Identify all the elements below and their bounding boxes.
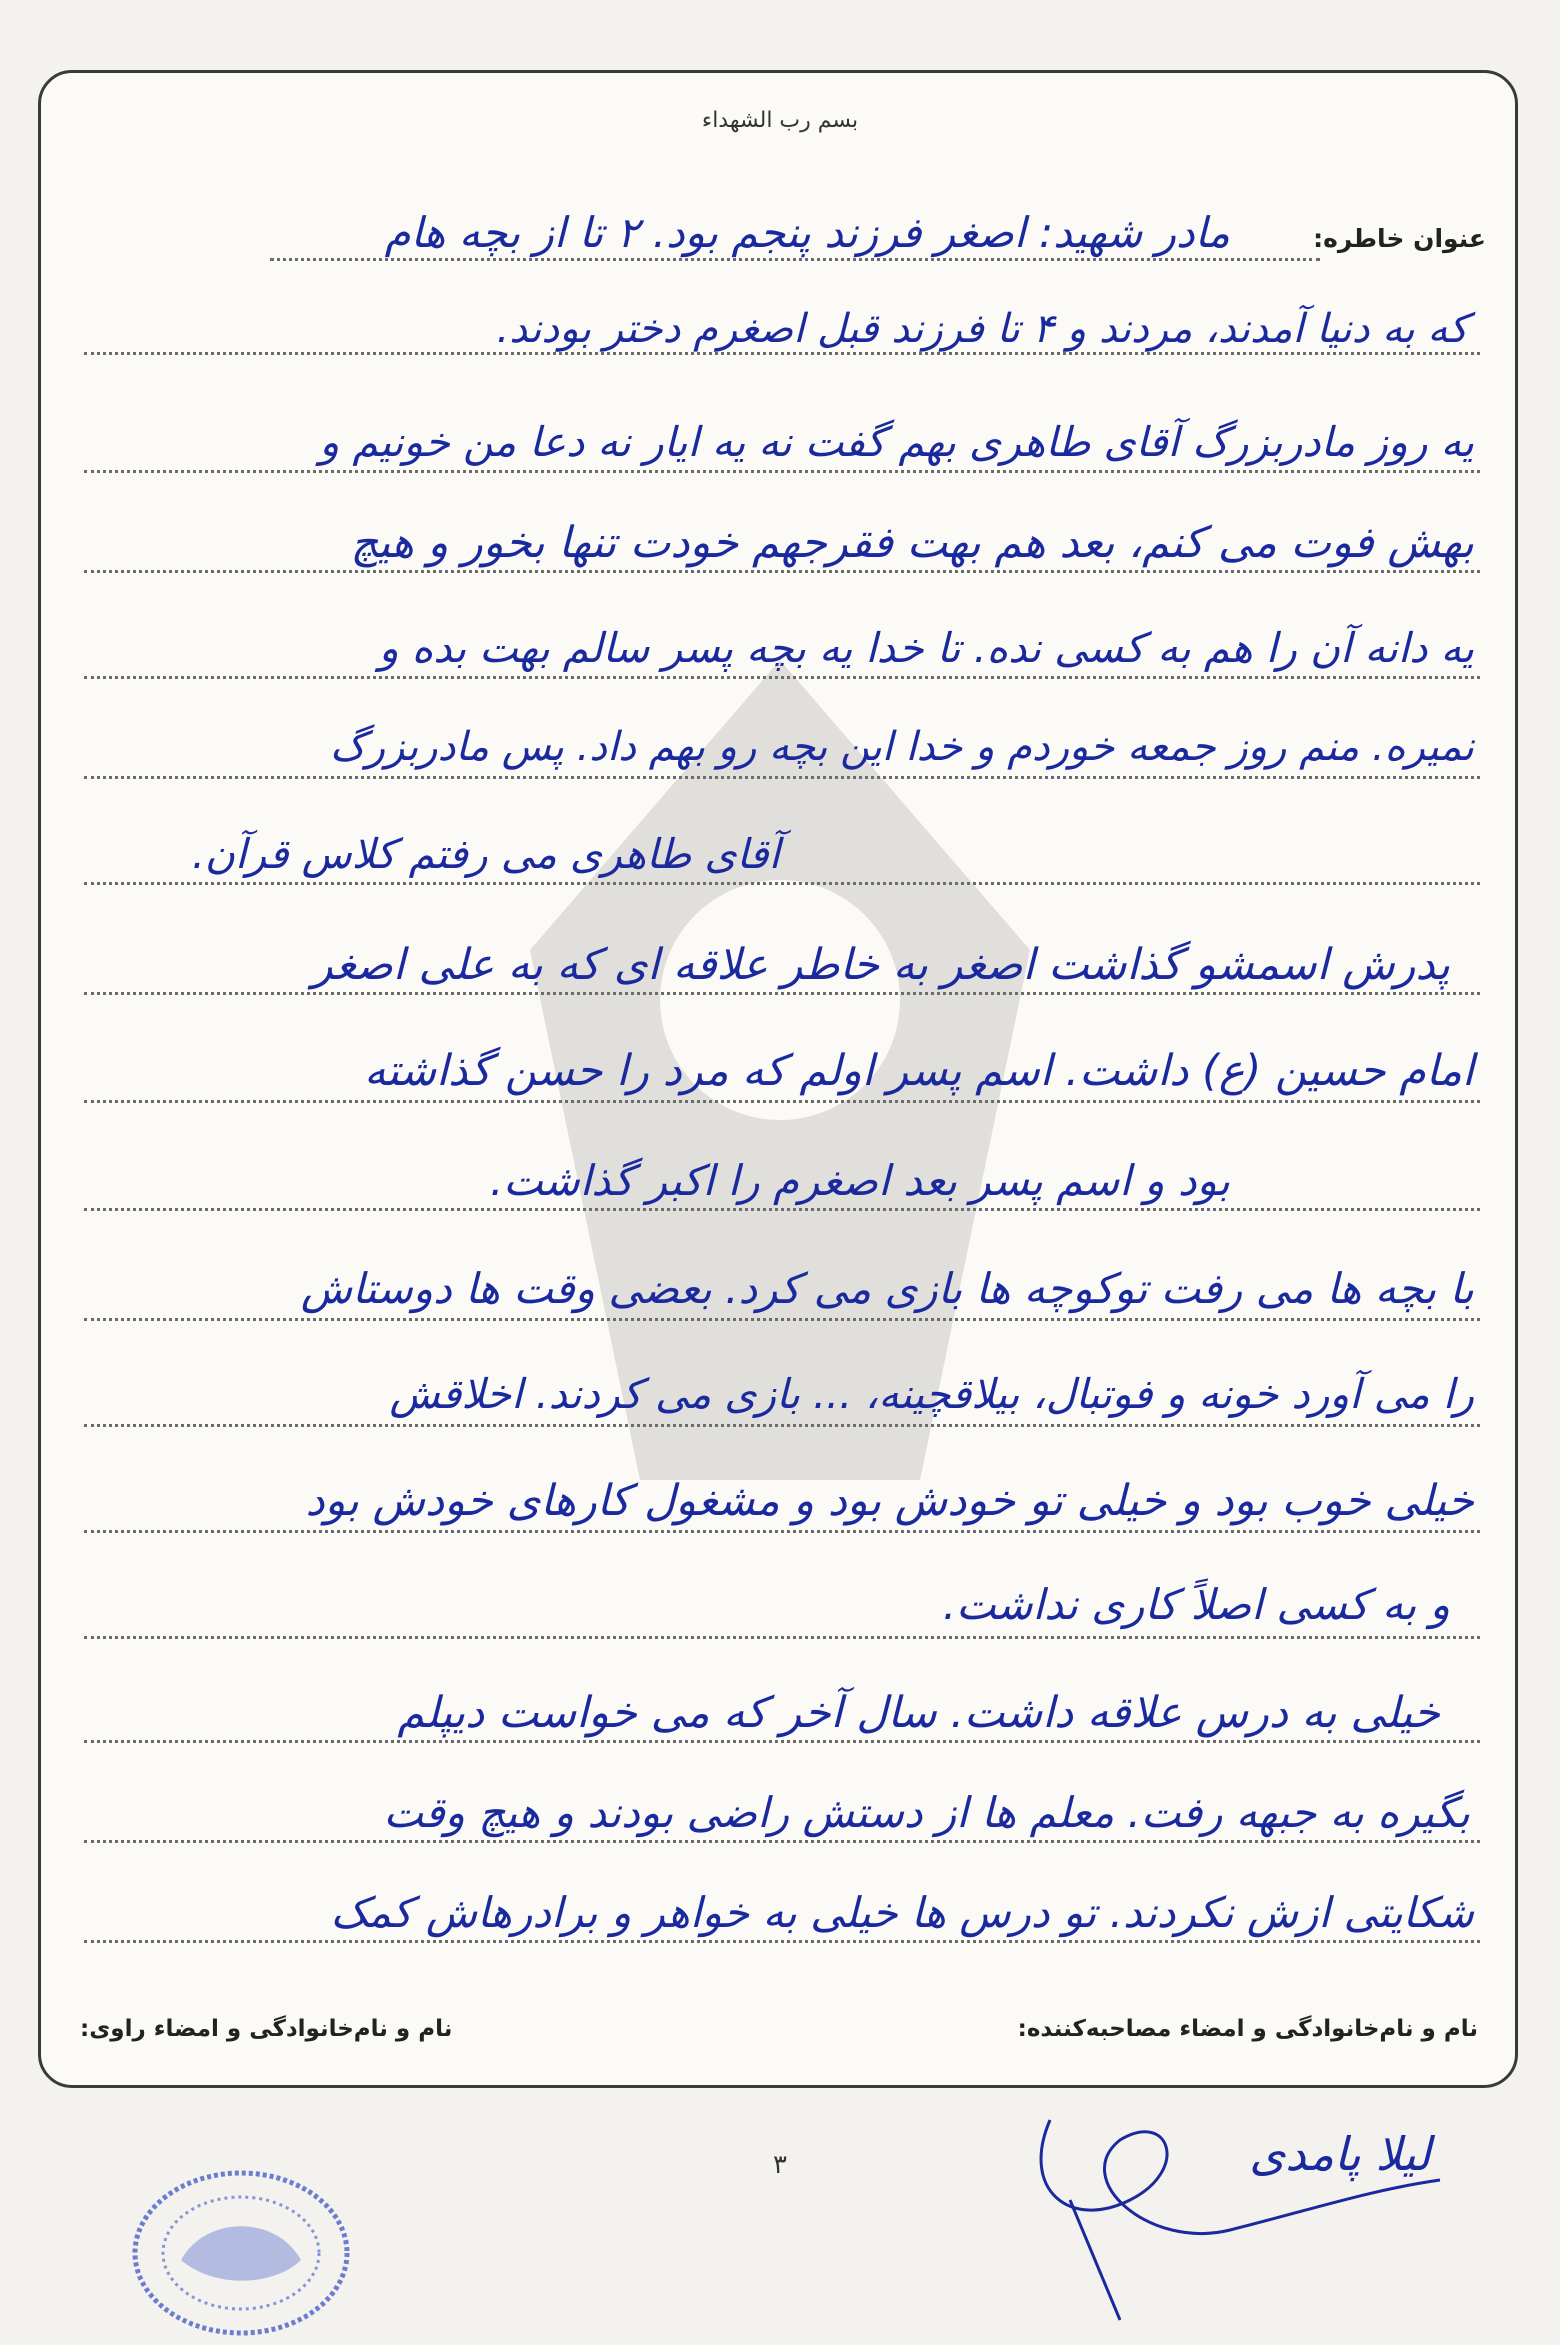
- handwritten-line: نمیره. منم روز جمعه خوردم و خدا این بچه رو بهم داد. پس مادربزرگ: [329, 724, 1474, 770]
- handwritten-line: آقای طاهری می رفتم کلاس قرآن.: [191, 830, 780, 878]
- dotted-line: [84, 882, 1480, 885]
- memo-title-label: عنوان خاطره:: [1313, 224, 1486, 253]
- dotted-line: [84, 1100, 1480, 1103]
- header-title: بسم رب الشهداء: [701, 108, 859, 133]
- dotted-line: [84, 470, 1480, 473]
- svg-text:لیلا پامدی: لیلا پامدی: [1249, 2127, 1431, 2181]
- handwritten-line: را می آورد خونه و فوتبال، بیلاقچینه، ... بازی می کردند. اخلاقش: [389, 1370, 1474, 1418]
- dotted-line: [84, 1740, 1480, 1743]
- dotted-line: [84, 570, 1480, 573]
- handwritten-line: پدرش اسمشو گذاشت اصغر به خاطر علاقه ای که به علی اصغر: [311, 940, 1450, 990]
- handwritten-line: یه دانه آن را هم به کسی نده. تا خدا یه بچه پسر سالم بهت بده و: [378, 624, 1474, 672]
- dotted-line: [84, 1530, 1480, 1533]
- handwritten-line: بهش فوت می کنم، بعد هم بهت فقرجهم خودت تنها بخور و هیچ: [350, 518, 1474, 568]
- dotted-line: [84, 992, 1480, 995]
- handwritten-line: مادر شهید: اصغر فرزند پنجم بود. ۲ تا از بچه هام: [384, 208, 1230, 257]
- dotted-line: [270, 258, 1320, 261]
- handwritten-line: خیلی خوب بود و خیلی تو خودش بود و مشغول کارهای خودش بود: [305, 1476, 1474, 1526]
- handwritten-line: و به کسی اصلاً کاری نداشت.: [942, 1580, 1450, 1629]
- dotted-line: [84, 1840, 1480, 1843]
- dotted-line: [84, 352, 1480, 355]
- dotted-line: [84, 1424, 1480, 1427]
- narrator-signature-label: نام و نام‌خانوادگی و امضاء راوی:: [80, 2016, 453, 2042]
- signature-icon: [1010, 2080, 1450, 2330]
- handwritten-line: یه روز مادربزرگ آقای طاهری بهم گفت نه یه ایار نه دعا من خونیم و: [319, 418, 1474, 466]
- handwritten-line: بود و اسم پسر بعد اصغرم را اکبر گذاشت.: [489, 1156, 1230, 1205]
- page-number: ۳: [773, 2150, 787, 2180]
- handwritten-line: با بچه ها می رفت توکوچه ها بازی می کرد. بعضی وقت ها دوستاش: [300, 1264, 1474, 1313]
- dotted-line: [84, 1940, 1480, 1943]
- handwritten-line: امام حسین (ع) داشت. اسم پسر اولم که مرد را حسن گذاشته: [364, 1046, 1474, 1096]
- handwritten-line: که به دنیا آمدند، مردند و ۴ تا فرزند قبل اصغرم دختر بودند.: [496, 306, 1468, 352]
- dotted-line: [84, 1636, 1480, 1639]
- dotted-line: [84, 1208, 1480, 1211]
- dotted-line: [84, 776, 1480, 779]
- dotted-line: [84, 676, 1480, 679]
- handwritten-line: شکایتی ازش نکردند. تو درس ها خیلی به خواهر و برادرهاش کمک: [330, 1888, 1474, 1937]
- handwritten-line: خیلی به درس علاقه داشت. سال آخر که می خواست دیپلم: [397, 1688, 1440, 1738]
- handwritten-line: بگیره به جبهه رفت. معلم ها از دستش راضی بودند و هیچ وقت: [383, 1788, 1470, 1837]
- interviewer-signature-label: نام و نام‌خانوادگی و امضاء مصاحبه‌کننده:: [1017, 2016, 1478, 2042]
- dotted-line: [84, 1318, 1480, 1321]
- stamp-seal-icon: [126, 2165, 356, 2340]
